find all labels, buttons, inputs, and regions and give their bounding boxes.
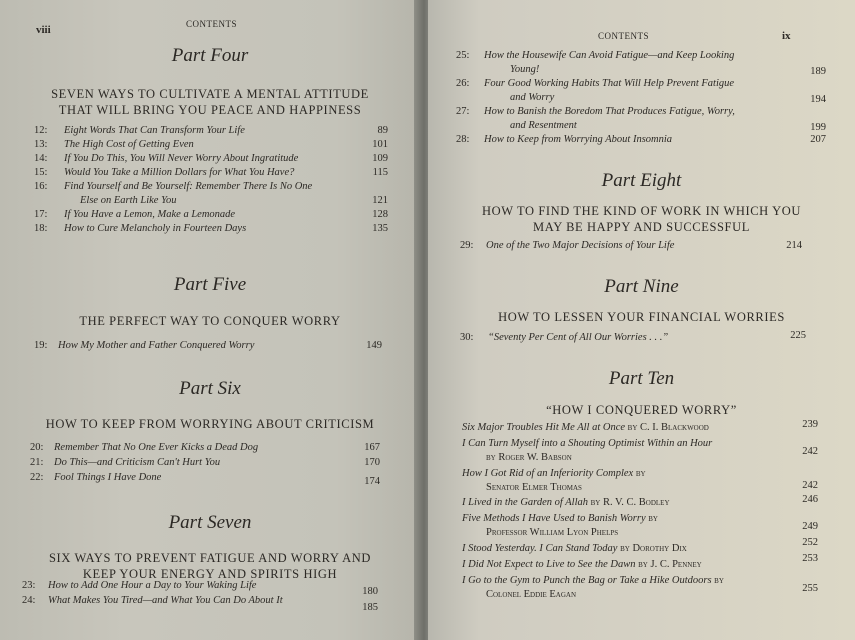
story-title: Six Major Troubles Hit Me All at Once [462, 422, 626, 433]
page-ref: 167 [364, 442, 380, 453]
page-ref: 109 [372, 153, 388, 164]
story-title: How I Got Rid of an Inferiority Complex [462, 468, 634, 479]
page-ref: 89 [377, 125, 388, 136]
toc-entry[interactable] [34, 166, 388, 180]
chapter-title: How the Housewife Can Avoid Fatigue—and Keep Looking [484, 50, 735, 61]
toc-entry-continued[interactable] [456, 63, 826, 77]
part-four-title: Part Four [171, 45, 249, 66]
page-ref: 115 [372, 167, 388, 178]
chapter-number: 29: [460, 240, 474, 251]
page-ref: 242 [802, 446, 818, 457]
page-ref: 135 [372, 223, 388, 234]
part-nine-title: Part Nine [604, 276, 679, 297]
part-six-title: Part Six [179, 378, 241, 399]
chapter-title: and Worry [510, 92, 555, 103]
running-head: CONTENTS [598, 31, 649, 41]
page-ref: 249 [802, 521, 818, 532]
part-ten-entries [462, 421, 818, 604]
toc-entry[interactable] [462, 553, 818, 574]
chapter-number: 21: [30, 457, 44, 468]
chapter-title: How to Cure Melancholy in Fourteen Days [64, 223, 247, 234]
page-ref: 214 [786, 240, 802, 251]
story-title: I Stood Yesterday. I Can Stand Today [462, 543, 618, 554]
chapter-title: Young! [510, 64, 540, 75]
page-ref: 199 [810, 122, 826, 133]
heading-line: HOW TO KEEP FROM WORRYING ABOUT CRITICISM [45, 417, 375, 431]
by-word: by [627, 422, 638, 433]
part-five-heading [0, 313, 420, 329]
toc-entry[interactable] [462, 421, 818, 437]
heading-line: MAY BE HAPPY AND SUCCESSFUL [533, 220, 750, 234]
page-ref: 255 [802, 583, 818, 594]
part-seven-title: Part Seven [168, 512, 252, 533]
running-head: CONTENTS [186, 19, 237, 29]
page-ref: 189 [810, 66, 826, 77]
page-ref: 185 [362, 602, 378, 613]
chapter-number: 13: [34, 139, 48, 150]
by-word: by [486, 452, 496, 463]
toc-entry[interactable] [30, 441, 380, 456]
toc-entry[interactable] [34, 339, 382, 353]
page-ref: 225 [790, 330, 806, 341]
chapter-title: Remember That No One Ever Kicks a Dead Dog [54, 442, 259, 453]
toc-entry[interactable] [456, 77, 826, 91]
chapter-number: 27: [456, 106, 470, 117]
heading-line: “HOW I CONQUERED WORRY” [546, 403, 737, 417]
toc-entry[interactable] [34, 152, 388, 166]
heading-line: SEVEN WAYS TO CULTIVATE A MENTAL ATTITUDE [51, 87, 369, 101]
chapter-title: If You Have a Lemon, Make a Lemonade [64, 209, 236, 220]
story-author: Professor William Lyon Phelps [486, 527, 619, 538]
chapter-title: How to Banish the Boredom That Produces Fatigue, Worry, [484, 106, 735, 117]
part-six-entries [30, 441, 380, 486]
chapter-title: The High Cost of Getting Even [64, 139, 194, 150]
story-author: J. C. Penney [650, 559, 702, 570]
toc-entry[interactable] [462, 437, 818, 467]
chapter-number: 15: [34, 167, 48, 178]
part-nine-entries [460, 331, 806, 345]
by-word: by [590, 497, 601, 508]
toc-entry[interactable] [34, 208, 388, 222]
page-ref: 101 [372, 139, 388, 150]
chapter-number: 19: [34, 340, 48, 351]
by-word: by [648, 513, 658, 524]
chapter-title: How to Add One Hour a Day to Your Waking Life [48, 580, 257, 591]
chapter-number: 24: [22, 595, 36, 606]
chapter-title: What Makes You Tired—and What You Can Do About It [48, 595, 283, 606]
heading-line: THE PERFECT WAY TO CONQUER WORRY [79, 314, 341, 328]
part-seven-heading [0, 550, 420, 582]
page-ref: 174 [364, 476, 380, 487]
chapter-title: Would You Take a Million Dollars for What You Have? [64, 167, 295, 178]
page-ref: 121 [372, 195, 388, 206]
part-five-entries [34, 339, 382, 353]
heading-line: KEEP YOUR ENERGY AND SPIRITS HIGH [82, 567, 338, 581]
story-author: Colonel Eddie Eagan [486, 589, 577, 600]
by-word: by [638, 559, 648, 570]
toc-entry[interactable] [30, 456, 380, 471]
toc-entry[interactable] [462, 467, 818, 496]
toc-entry[interactable] [462, 512, 818, 542]
toc-entry[interactable] [22, 594, 378, 613]
page-ref: 207 [810, 134, 826, 145]
toc-entry[interactable] [460, 239, 802, 253]
chapter-title: Fool Things I Have Done [54, 472, 162, 483]
chapter-number: 17: [34, 209, 48, 220]
story-author: Senator Elmer Thomas [486, 482, 582, 493]
page-ref: 252 [802, 537, 818, 548]
part-ten-heading [428, 402, 855, 418]
part-seven-entries [22, 579, 378, 613]
chapter-title: If You Do This, You Will Never Worry About Ingratitude [64, 153, 299, 164]
toc-entry[interactable] [462, 574, 818, 604]
toc-entry[interactable] [30, 471, 380, 486]
toc-entry[interactable] [34, 180, 388, 194]
heading-line: THAT WILL BRING YOU PEACE AND HAPPINESS [58, 103, 362, 117]
part-ten-title: Part Ten [608, 368, 675, 389]
chapter-number: 20: [30, 442, 44, 453]
page-ref: 246 [802, 494, 818, 505]
toc-entry[interactable] [34, 138, 388, 152]
toc-entry[interactable] [462, 537, 818, 558]
toc-entry[interactable] [22, 579, 378, 597]
part-eight-heading [428, 203, 855, 235]
toc-entry-continued[interactable] [34, 194, 388, 208]
left-page [0, 0, 420, 640]
chapter-number: 14: [34, 153, 48, 164]
chapter-number: 12: [34, 125, 48, 136]
chapter-title: Eight Words That Can Transform Your Life [64, 125, 245, 136]
heading-line: HOW TO FIND THE KIND OF WORK IN WHICH YOU [482, 204, 801, 218]
story-author: C. I. Blackwood [640, 422, 709, 433]
chapter-number: 23: [22, 580, 36, 591]
toc-entry[interactable] [460, 331, 806, 345]
page-ref: 128 [372, 209, 388, 220]
chapter-title: “Seventy Per Cent of All Our Worries . . .” [488, 332, 669, 343]
story-author: Roger W. Babson [498, 452, 572, 463]
part-eight-title: Part Eight [601, 170, 682, 191]
toc-entry[interactable] [34, 124, 388, 138]
chapter-number: 16: [34, 181, 48, 192]
chapter-title: How to Keep from Worrying About Insomnia [484, 134, 673, 145]
page-number: ix [782, 30, 791, 42]
chapter-number: 30: [460, 332, 474, 343]
by-word: by [714, 575, 724, 586]
right-page [428, 0, 855, 640]
story-title: I Go to the Gym to Punch the Bag or Take a Hike Outdoors [462, 575, 712, 586]
part-four-entries [34, 124, 388, 236]
story-title: I Lived in the Garden of Allah [462, 497, 588, 508]
page-ref: 149 [366, 340, 382, 351]
chapter-number: 26: [456, 78, 470, 89]
toc-entry[interactable] [456, 49, 826, 63]
chapter-title: Four Good Working Habits That Will Help Prevent Fatigue [484, 78, 735, 89]
page-ref: 242 [802, 480, 818, 491]
chapter-number: 22: [30, 472, 44, 483]
chapter-title: One of the Two Major Decisions of Your Life [486, 240, 675, 251]
part-six-heading [0, 416, 420, 432]
by-word: by [620, 543, 630, 554]
story-title: Five Methods I Have Used to Banish Worry [462, 513, 646, 524]
page-ref: 194 [810, 94, 826, 105]
toc-entry[interactable] [456, 105, 826, 119]
chapter-title: How My Mother and Father Conquered Worry [58, 340, 255, 351]
chapter-number: 28: [456, 134, 470, 145]
page-number: viii [36, 24, 51, 36]
story-title: I Can Turn Myself into a Shouting Optimist Within an Hour [462, 438, 713, 449]
chapter-title: Else on Earth Like You [80, 195, 177, 206]
chapter-number: 18: [34, 223, 48, 234]
part-five-title: Part Five [173, 274, 247, 295]
toc-entry-continued[interactable] [456, 91, 826, 105]
page-ref: 170 [364, 457, 380, 468]
story-title: I Did Not Expect to Live to See the Dawn [462, 559, 636, 570]
toc-entry[interactable] [34, 222, 388, 236]
toc-entry[interactable] [462, 496, 818, 512]
chapter-title: Do This—and Criticism Can't Hurt You [54, 457, 221, 468]
toc-entry[interactable] [456, 133, 826, 147]
heading-line: SIX WAYS TO PREVENT FATIGUE AND WORRY AND [49, 551, 371, 565]
page-ref: 239 [802, 419, 818, 430]
toc-entry-continued[interactable] [456, 119, 826, 133]
chapter-title: Find Yourself and Be Yourself: Remember There Is No One [64, 181, 313, 192]
page-ref: 253 [802, 553, 818, 564]
part-four-heading [0, 86, 420, 118]
by-word: by [635, 468, 646, 479]
heading-line: HOW TO LESSEN YOUR FINANCIAL WORRIES [498, 310, 785, 324]
story-author: R. V. C. Bodley [602, 497, 670, 508]
part-eight-entries [460, 239, 802, 253]
chapter-number: 25: [456, 50, 470, 61]
part-seven-continued-entries [456, 49, 826, 147]
story-author: Dorothy Dix [632, 543, 687, 554]
page-ref: 180 [362, 586, 378, 597]
chapter-title: and Resentment [510, 120, 577, 131]
part-nine-heading [428, 309, 855, 325]
